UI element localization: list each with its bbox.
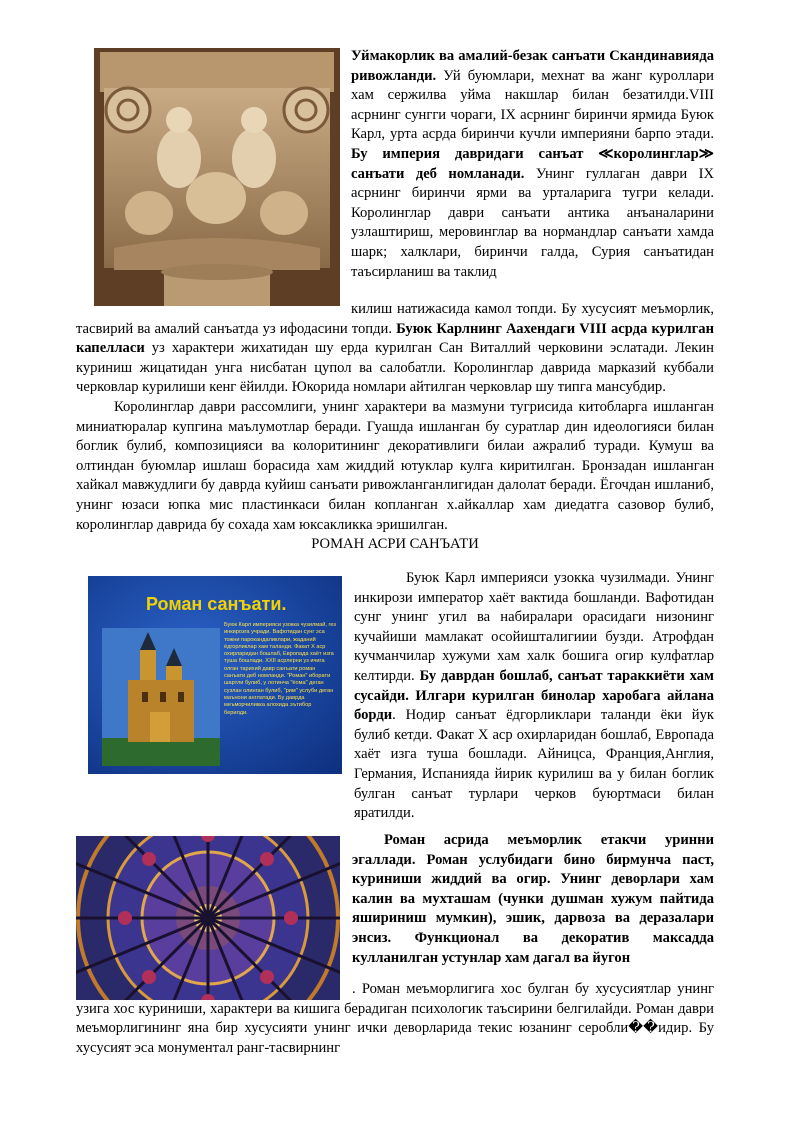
text-bold: Буюк Карлнинг Аахендаги VIII асрда курилган капелласи: [76, 320, 714, 357]
text-run: уз характери жихатидан шу ерда курилган Сан Виталлий черковини эслатади. Лекин куриниш жицатидан унга нисбатан цупол ва салобатли. Королинглар даврида марказий куббали черковлар курилиши кенг ёйилди. Юкорида номлари айтилган черковлар шу типга мансубдир.: [76, 340, 714, 396]
text-bold: Бу даврдан бошлаб, санъат тараккиёти хам сусайди. Илгари курилган бинолар харобага айлана борди: [354, 667, 714, 724]
text-run: килиш натижасида камол топди. Бу хусусият меъморлик, тасвирий ва амалий санъатда уз ифодасини топди.: [76, 301, 714, 337]
painting-paragraph: Королинглар даври рассомлиги, унинг характери ва мазмуни тугрисида китобларга ишланган миниатюралар купгина маълумотлар беради. Гуашда ишланган бу суратлар дин идеологияси билан боглик булиб, композицияси ва колоритининг декоративлиги билаи ажралиб туради. Кумуш ва олтиндан буюмлар ишлаш борасида хам жиддий ютуклар кулга киритилган. Бронзадан ишланган хайкал мавжудлиги бу даврда куйиш санъати ривожланганлигидан далолат беради. Ёгочдан ишланиб, унинг юзаси юпка мис пластинкаси билан копланган х.айкаллар хам диедатга сазовор булиб, королинглар даврида бу сохада хам юксакликка эришилган.: [76, 398, 714, 533]
section-heading: РОМАН АСРИ САНЪАТИ: [311, 536, 479, 553]
roman-decline-text: [354, 569, 714, 824]
romanesque-architecture-text: [352, 831, 714, 968]
text-run: . Нодир санъат ёдгорликлари таланди ёки йук булиб кетди. Факат X аср охирларидан бошлаб, Европада хаёт изга туша бошлади. Айницса, Франция,Англия, Германия, Испанияда йирик курилиш ва у билан боглик булган санъат турлари черков буюртмаси билан яратилди.: [354, 707, 714, 822]
castle-illustration: [102, 628, 220, 766]
text-bold: Уймакорлик ва амалий-безак санъати Скандинавияда ривожланди.: [351, 48, 714, 84]
carved-capital-image: [94, 48, 340, 306]
text-run: Унинг гуллаган даври IX асрнинг биринчи ярми ва урталарига тугри келади. Королинглар даври санъати антика анъаналарини узлаштириш, меровинглар ва нормандлар санъати хамда шарк; халклари, биринчи галда, Сурия санъатидан таъсирланиш ва таклид: [351, 165, 714, 280]
rose-window-illustration: [76, 836, 340, 1000]
slide-title: Роман санъати.: [146, 594, 287, 614]
intro-text-right: [351, 47, 714, 282]
text-run: . Роман меъморлигига хос булган бу хусусиятлар унинг узига хос куриниши, характери ва кишига берадиган психологик таъсирини белгилайди. Роман даври меъморлигининг яна бир хусусияти унинг ички деворларида текис юзанинг серобли��идир. Бу хусусият эса монументал ранг-тасвирнинг: [76, 981, 714, 1056]
rose-window-image: [76, 836, 340, 1000]
slide-bullet-text: Буюк Карл империяси узокка чузилмай, гез инкирозга учради. Вафотидан сунг эса тожни парокандаликлари, жаданий ёдгорликлар хам таланди. Факат X аср охирларидан бошлаб, Европада хаёт изга туша бошлади. XXII асрлерни уз ичига олган тарихий давр санъати роман санъати деб номланди. "Роман" иборати шартли булиб, у лотинча "ёома" деган сузлан олинган булиб, "рим" услуби деган маънони англатади. Бу даврда меъморчиликка алохида эътибор берилди.: [224, 622, 336, 716]
text-run: Уй буюмлари, мехнат ва жанг куроллари хам сержилва уйма накшлар билан безатилди.VIII асрнинг сунгги чораги, IX асрнинг биринчи ярмида Буюк Карл, урта асрда биринчи кучли империяни барпо этади.: [351, 67, 714, 143]
carved-capital-illustration: [94, 48, 340, 306]
text-bold: Бу империя давридаги санъат ≪королинглар≫ санъати деб номланади.: [351, 145, 714, 182]
carolingian-text: [76, 300, 714, 555]
romanesque-continuation: [76, 980, 714, 1058]
text-bold: Роман асрида меъморлик етакчи уринни эгаллади. Роман услубидаги бино бирмунча паст, куриниши жиддий ва огир. Унинг деворлари хам калин ва мухташам (чунки душман хужум пайтида яшириниш мумкин), эшик, дарвоза ва деразалари энсиз. Функционал ва декоратив максадда кулланилган устунлар хам дагал ва йугон: [352, 832, 714, 966]
roman-art-slide: [88, 576, 342, 774]
text-run: Буюк Карл империяси узокка чузилмади. Унинг инкирози император хаёт вактида бошланди. Вафотидан сунг унинг угил ва набиралари орасидаги низонинг кучайиши мамлакат осойишталигиии бузди. Атрофдан кучманчилар хужуми хам халк бошига огир кулфатлар келтирди.: [354, 570, 714, 684]
